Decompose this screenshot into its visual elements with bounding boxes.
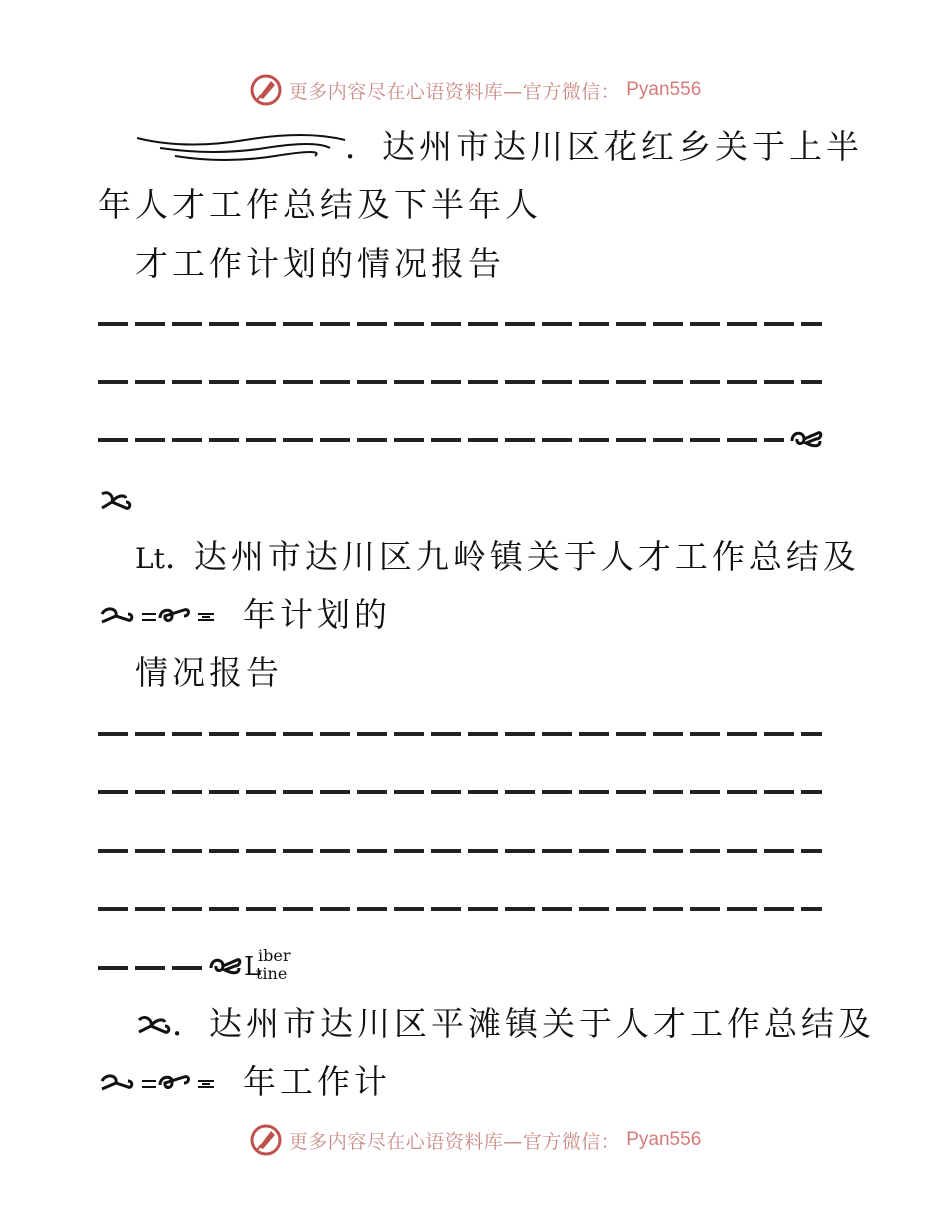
watermark-text: 更多内容尽在心语资料库—官方微信： xyxy=(288,80,621,103)
blank-line xyxy=(98,849,822,853)
footer-watermark xyxy=(0,1120,950,1160)
blank-line xyxy=(98,438,784,442)
section3-title-line2 xyxy=(98,1062,391,1102)
wavy-lines-ornament xyxy=(135,128,350,166)
section1-title-line2: 年人才工作总结及下半年人 xyxy=(98,185,542,224)
scroll-ornament-icon xyxy=(207,952,243,980)
scroll-ornament-icon xyxy=(788,425,824,453)
blank-line xyxy=(98,732,822,736)
scroll-ornament-icon xyxy=(135,1010,175,1038)
section2-line2-text: 年计划的 xyxy=(243,595,391,634)
section3-line2-text: 年工作计 xyxy=(243,1062,391,1101)
blank-line xyxy=(98,322,822,326)
header-watermark xyxy=(0,70,950,110)
watermark-id: Pyan556 xyxy=(626,79,702,100)
pen-logo-icon xyxy=(249,1123,283,1157)
ornament-row-icon xyxy=(98,602,243,632)
section1-title-line3: 才工作计划的情况报告 xyxy=(135,244,505,283)
pen-logo-icon xyxy=(249,73,283,107)
watermark-id: Pyan556 xyxy=(626,1129,702,1150)
blank-line xyxy=(98,790,822,794)
watermark-text: 更多内容尽在心语资料库—官方微信： xyxy=(288,1130,621,1153)
blank-line xyxy=(98,907,822,911)
section2-line1-text: . 达州市达川区九岭镇关于人才工作总结及 xyxy=(164,537,860,576)
section2-title-line2 xyxy=(98,595,391,635)
fragment-big: L xyxy=(244,952,262,982)
section3-title-line1: ．达州市达川区平滩镇关于人才工作总结及 xyxy=(172,1004,875,1043)
ornament-row-icon xyxy=(98,1069,243,1099)
blank-line xyxy=(98,966,204,970)
section2-title-line3: 情况报告 xyxy=(135,653,283,692)
text-fragment xyxy=(244,946,298,990)
fragment-sup: iber xyxy=(258,946,291,965)
scroll-ornament-icon xyxy=(98,486,134,514)
section2-prefix: Lt xyxy=(135,542,165,575)
blank-line xyxy=(98,380,822,384)
fragment-sub: tine xyxy=(256,964,288,983)
section1-title-line1: ．达州市达川区花红乡关于上半 xyxy=(345,127,863,166)
section2-title-line1 xyxy=(135,537,860,579)
